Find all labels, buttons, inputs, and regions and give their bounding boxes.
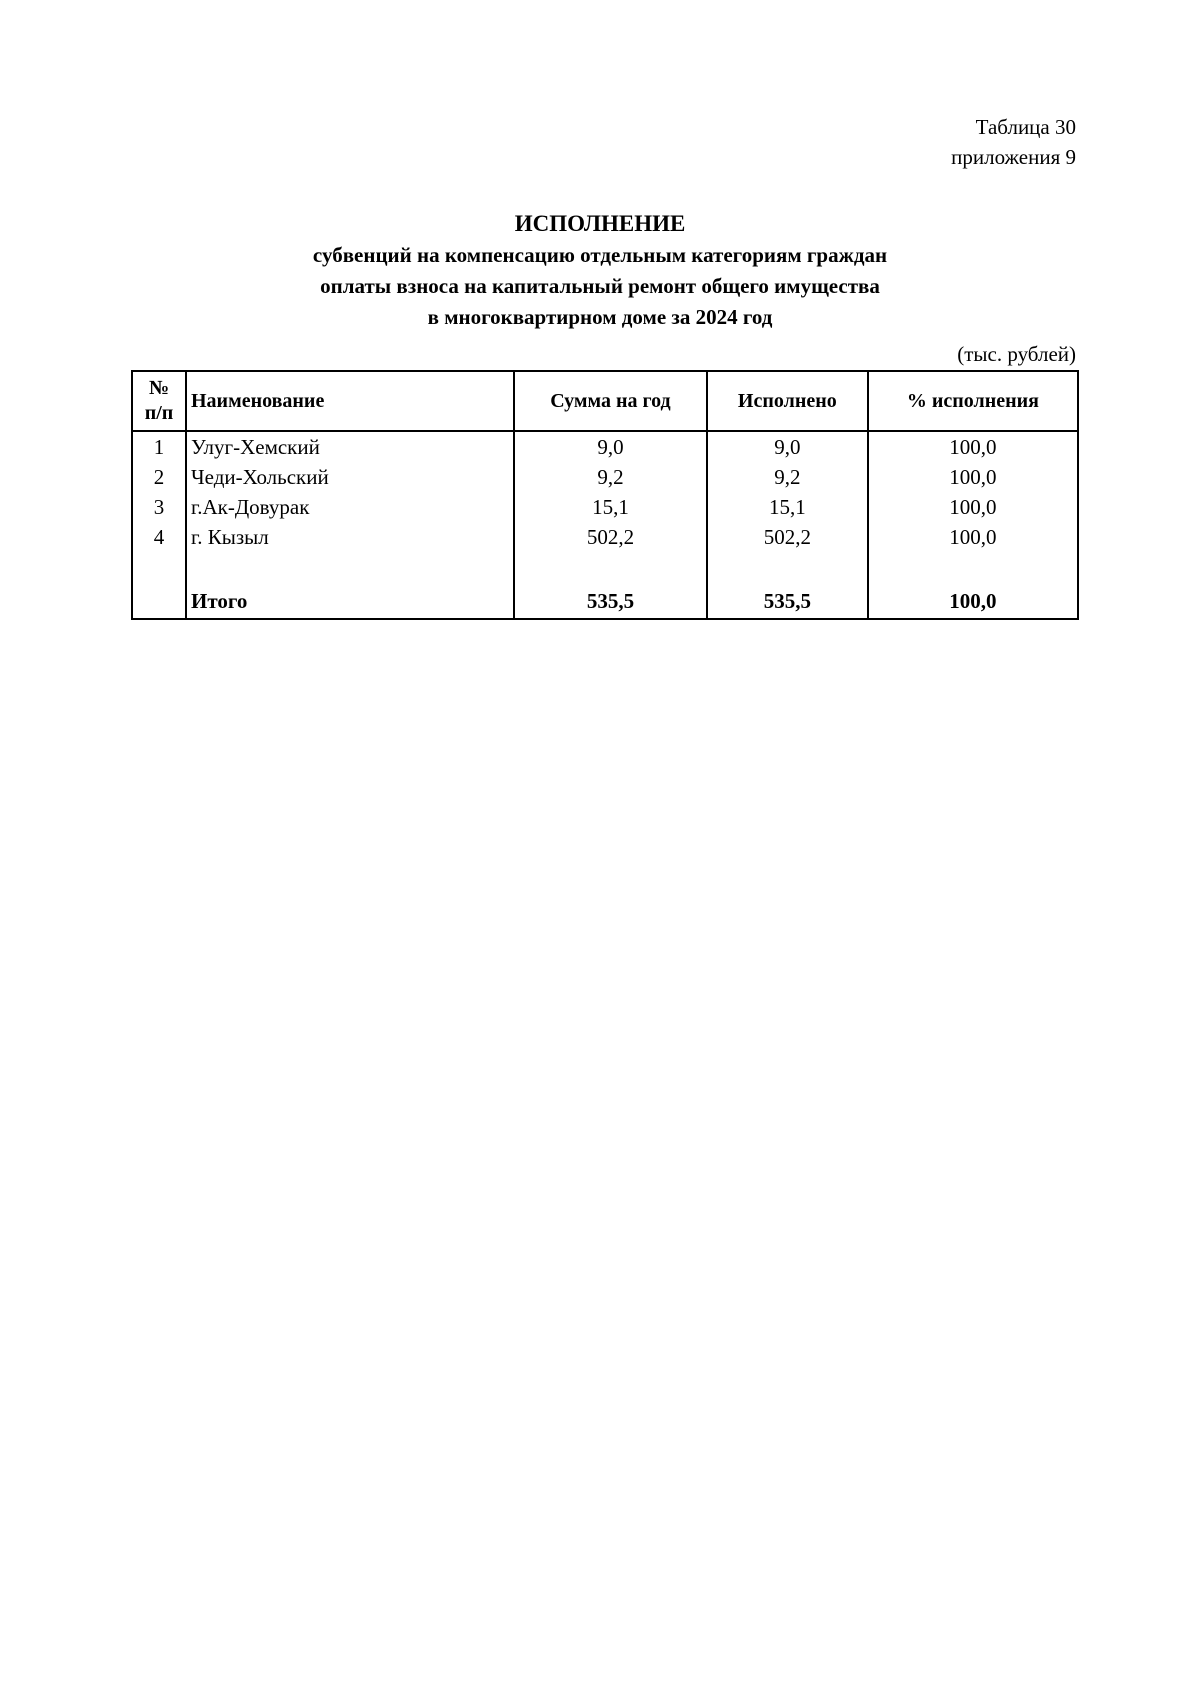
row-done: 9,0 xyxy=(707,431,868,462)
header-num-line-1: № xyxy=(148,377,170,399)
document-reference xyxy=(951,112,1076,172)
spacer-cell xyxy=(868,552,1078,584)
row-done: 15,1 xyxy=(707,492,868,522)
title-line-3: в многоквартирном доме за 2024 год xyxy=(427,305,773,329)
row-name: г. Кызыл xyxy=(186,522,514,552)
row-sum: 9,2 xyxy=(514,462,707,492)
execution-table xyxy=(131,370,1079,620)
table-row xyxy=(132,492,1078,522)
table-row xyxy=(132,522,1078,552)
spacer-cell xyxy=(186,552,514,584)
spacer-cell xyxy=(132,552,186,584)
header-sum: Сумма на год xyxy=(514,371,707,431)
total-sum: 535,5 xyxy=(514,584,707,619)
table-header-row xyxy=(132,371,1078,431)
row-done: 9,2 xyxy=(707,462,868,492)
row-sum: 502,2 xyxy=(514,522,707,552)
row-num: 2 xyxy=(132,462,186,492)
row-pct: 100,0 xyxy=(868,431,1078,462)
row-pct: 100,0 xyxy=(868,492,1078,522)
row-num: 1 xyxy=(132,431,186,462)
total-num xyxy=(132,584,186,619)
row-pct: 100,0 xyxy=(868,462,1078,492)
row-done: 502,2 xyxy=(707,522,868,552)
row-name: Чеди-Хольский xyxy=(186,462,514,492)
table-spacer-row xyxy=(132,552,1078,584)
spacer-cell xyxy=(514,552,707,584)
appendix-reference: приложения 9 xyxy=(951,145,1076,169)
row-num: 3 xyxy=(132,492,186,522)
row-name: Улуг-Хемский xyxy=(186,431,514,462)
total-pct: 100,0 xyxy=(868,584,1078,619)
document-title xyxy=(0,208,1200,333)
header-pct: % исполнения xyxy=(868,371,1078,431)
row-name: г.Ак-Довурак xyxy=(186,492,514,522)
title-line-2: оплаты взноса на капитальный ремонт общего имущества xyxy=(320,274,880,298)
total-name: Итого xyxy=(186,584,514,619)
title-main: ИСПОЛНЕНИЕ xyxy=(514,211,686,236)
header-name: Наименование xyxy=(186,371,514,431)
table-row xyxy=(132,431,1078,462)
table-total-row xyxy=(132,584,1078,619)
row-pct: 100,0 xyxy=(868,522,1078,552)
units-label: (тыс. рублей) xyxy=(957,342,1076,366)
row-num: 4 xyxy=(132,522,186,552)
total-done: 535,5 xyxy=(707,584,868,619)
header-num-line-2: п/п xyxy=(144,402,174,424)
title-line-1: субвенций на компенсацию отдельным категориям граждан xyxy=(312,243,888,267)
header-num xyxy=(132,371,186,431)
table-row xyxy=(132,462,1078,492)
row-sum: 9,0 xyxy=(514,431,707,462)
table-reference: Таблица 30 xyxy=(975,115,1076,139)
row-sum: 15,1 xyxy=(514,492,707,522)
spacer-cell xyxy=(707,552,868,584)
header-done: Исполнено xyxy=(707,371,868,431)
